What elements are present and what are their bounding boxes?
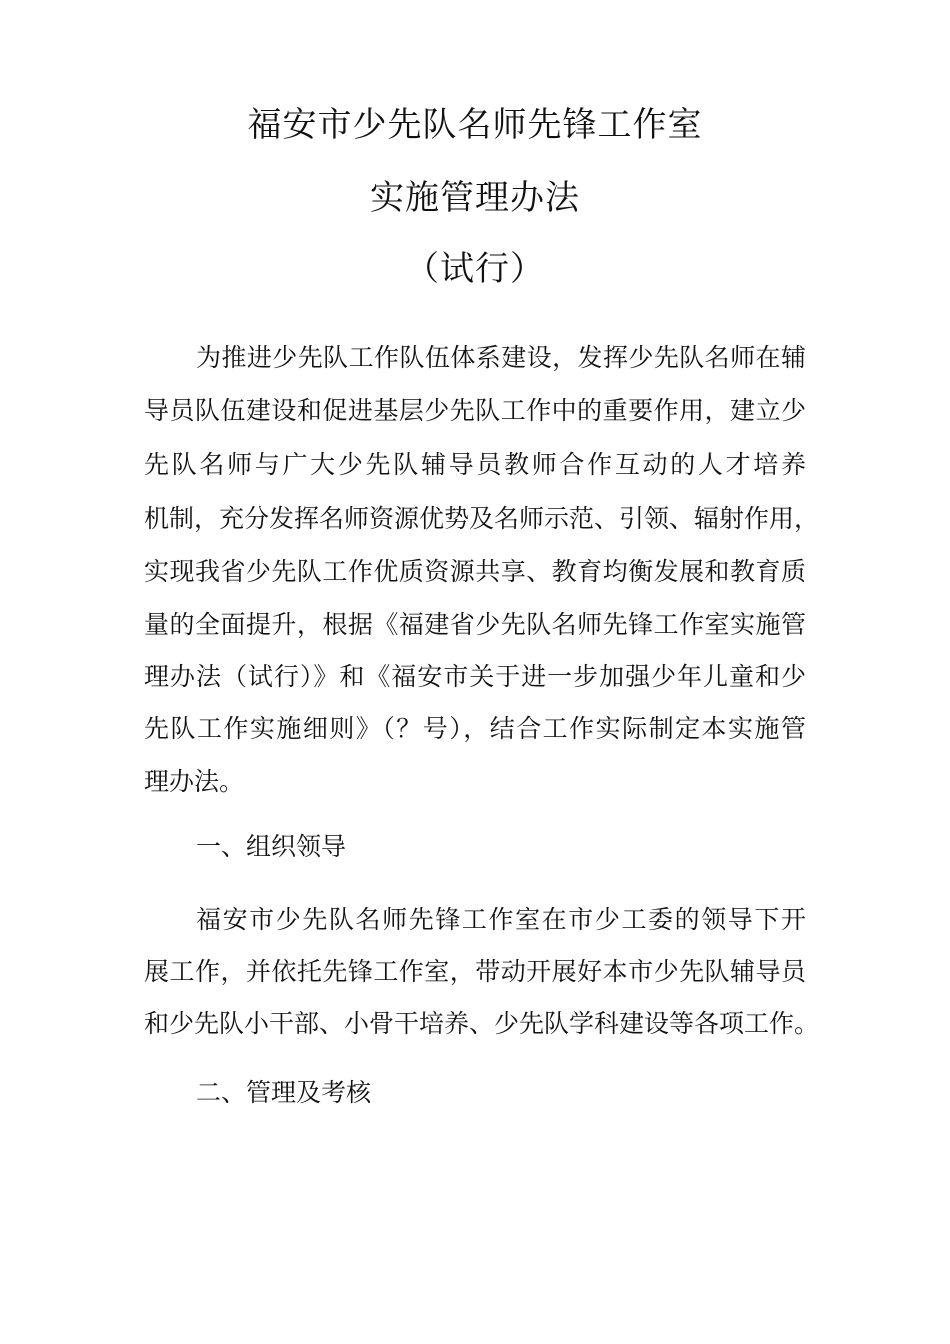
section1-paragraph-line: 和少先队小干部、小骨干培养、少先队学科建设等各项工作。 bbox=[144, 1009, 820, 1038]
document-subtitle: 实施管理办法 bbox=[370, 178, 580, 218]
intro-paragraph-line: 机制，充分发挥名师资源优势及名师示范、引领、辐射作用， bbox=[144, 504, 820, 533]
intro-paragraph-line: 先队工作实施细则》（？号），结合工作实际制定本实施管 bbox=[144, 714, 806, 743]
section1-paragraph-line: 展工作，并依托先锋工作室，带动开展好本市少先队辅导员 bbox=[144, 957, 806, 986]
intro-paragraph-line: 理办法。 bbox=[144, 767, 245, 796]
document-trial-note: （试行） bbox=[405, 249, 545, 289]
intro-paragraph-line: 量的全面提升，根据《福建省少先队名师先锋工作室实施管 bbox=[144, 610, 806, 639]
document-title: 福安市少先队名师先锋工作室 bbox=[247, 105, 703, 145]
intro-paragraph-line: 为推进少先队工作队伍体系建设，发挥少先队名师在辅 bbox=[196, 343, 806, 372]
intro-paragraph-line: 实现我省少先队工作优质资源共享、教育均衡发展和教育质 bbox=[144, 557, 806, 586]
intro-paragraph-line: 先队名师与广大少先队辅导员教师合作互动的人才培养 bbox=[144, 450, 806, 479]
section-heading-organization: 一、组织领导 bbox=[196, 832, 347, 861]
intro-paragraph-line: 理办法（试行）》和《福安市关于进一步加强少年儿童和少 bbox=[144, 662, 806, 691]
section-heading-management: 二、管理及考核 bbox=[196, 1078, 372, 1107]
intro-paragraph-line: 导员队伍建设和促进基层少先队工作中的重要作用，建立少 bbox=[144, 396, 806, 425]
section1-paragraph-line: 福安市少先队名师先锋工作室在市少工委的领导下开 bbox=[196, 905, 806, 934]
